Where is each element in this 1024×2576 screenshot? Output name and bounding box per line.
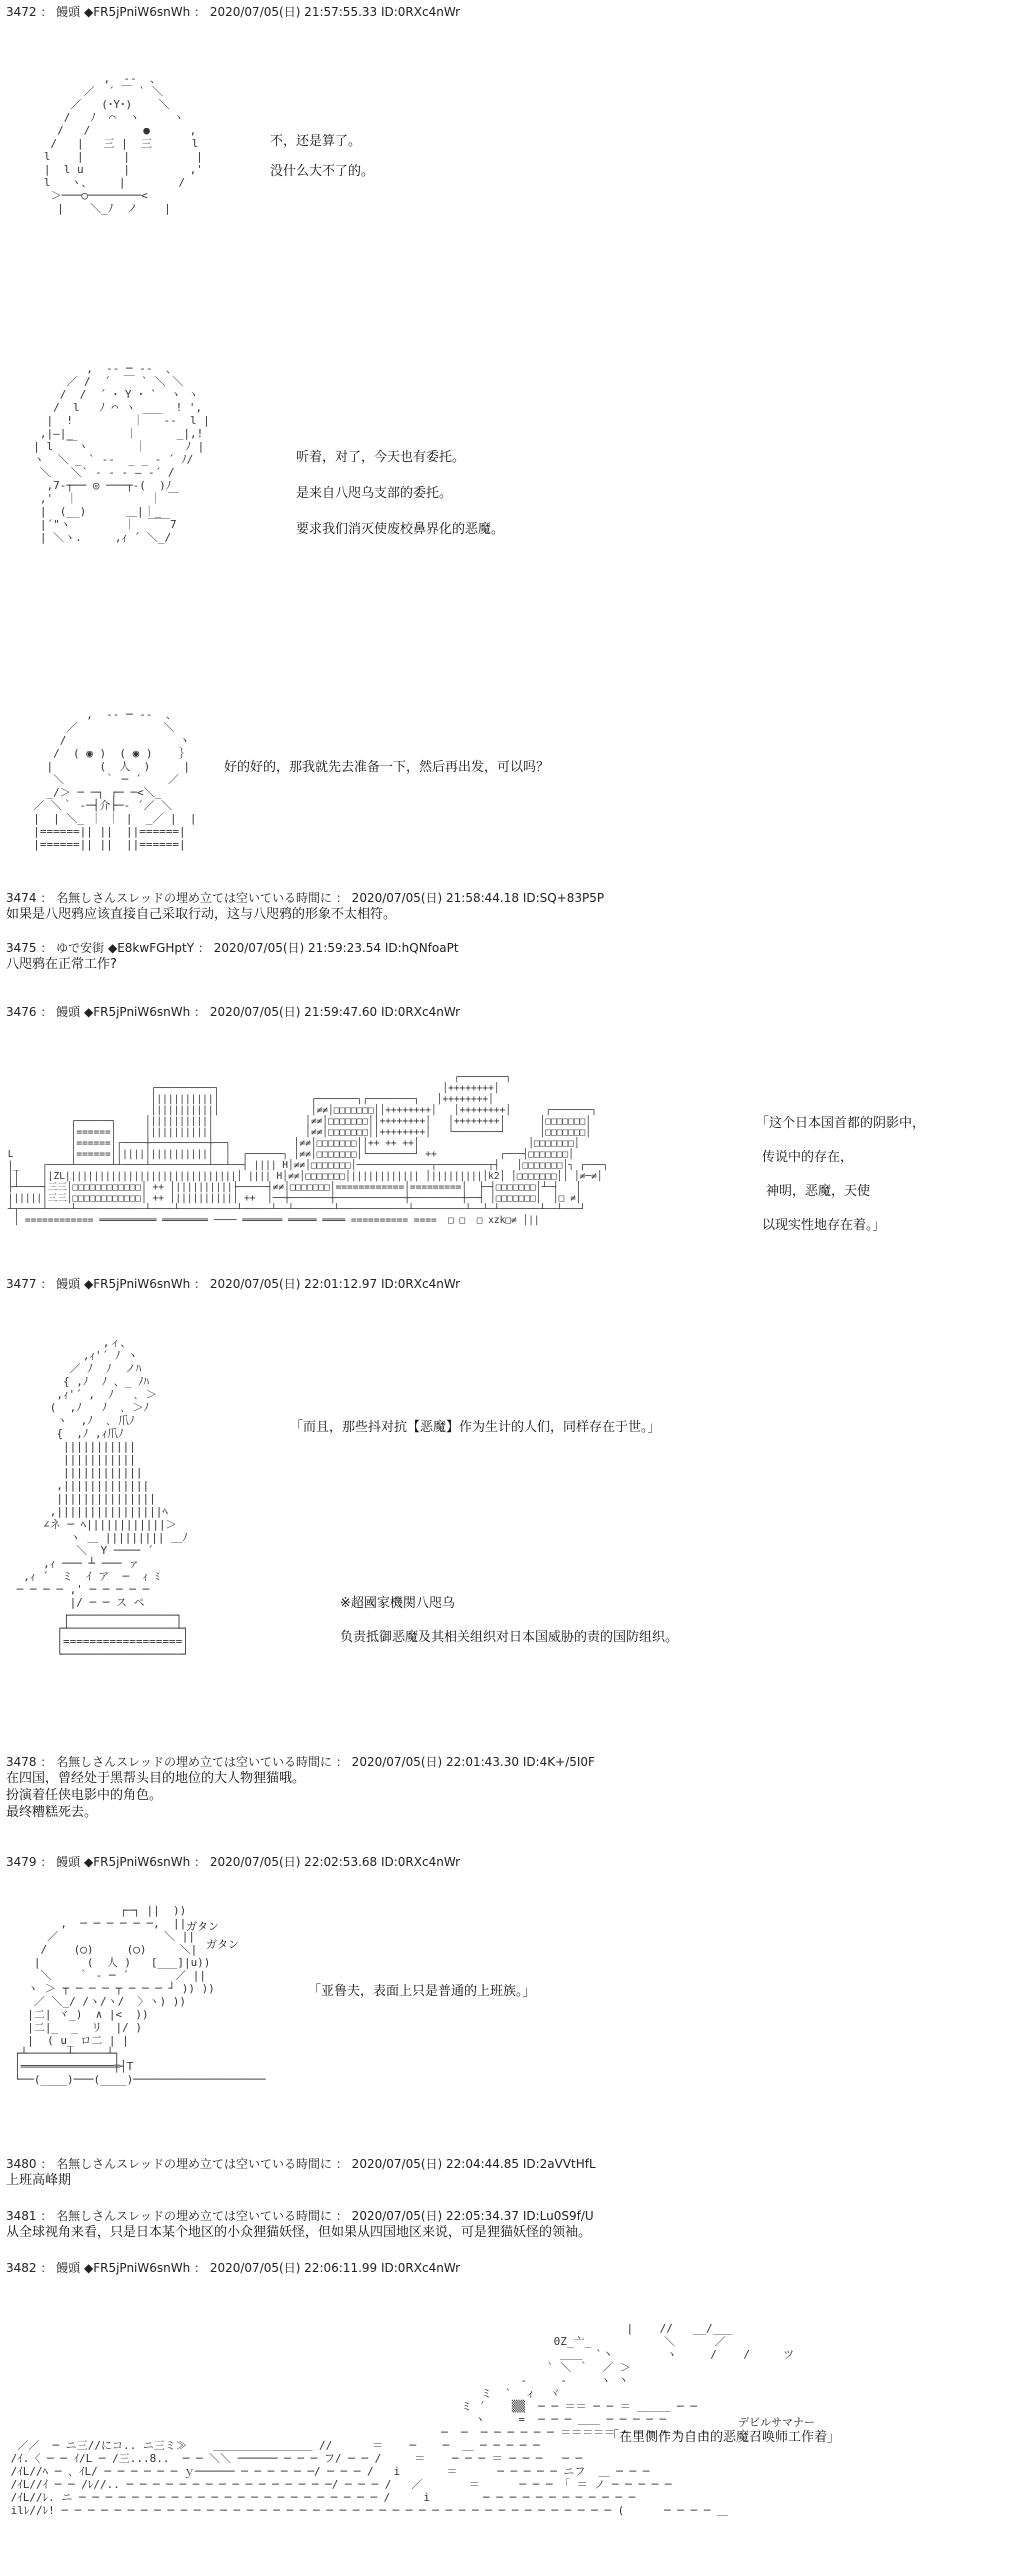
post-header-3477: 3477 ： 饅頭 ◆FR5jPniW6snWh ： 2020/07/05(日) 22:01:12.97 ID:0RXc4nWr [6, 1277, 461, 1291]
speech-line: 神明，恶魔，天使 [766, 1184, 871, 1199]
sound-effect: ガタン [206, 1938, 239, 1951]
sound-effect: ガタン [186, 1920, 219, 1933]
speech-line: 好的好的，那我就先去准备一下，然后再出发，可以吗？ [224, 760, 550, 775]
ascii-art-character-2: , -‐ ─ ‐- 、 ／ / ´ ￣ ` ＼ ＼ / / ´ ･ Y ･ ` ヽ ヽ / l ﾉ ⌒ ヽ ___ ! ', | ! ｜ ‐- l | ,|―|_ ｜ _|,! | l ￣ヽ ｜ ﾉ | ヽ ＼ _ ` ‐- _ _ ‐ ´ ﾉ/ ＼ ＼` ‐ - - ― ‐´ / ,7‐┬── ◎ ───┬-( )ﾉ ,' ｜ ｜ ￣ | (__) ＿|｜_ |´"ヽ ｜ ￣￣7 | ＼ヽ. ,ｨ ´ ＼_/ [33, 362, 210, 544]
speech-line: 是来自八咫乌支部的委托。 [296, 486, 453, 501]
ascii-art-demon-summoning-scene: | // __/___ 0Z_亠_ ＼ ／ ＿＿ `丶 ヽ / / ツ ` ＼ ｀ ／ ＞ ‐ ‐ ヽ 丶 ミ ` ィ ヾ ミ ´ ▒▒ ─ ─ ＝＝ ─ ─ ＝ ＿＿＿ ─ ─ ヽ = ─ ─ ─ ＿＿ ─ ─ ─ ─ ─ ─ ─ ─ ─ ─ ─ ─ ─ ＝＝＝＝＝ ─ ─ ─ ─ ─ ─ ─ ／／ ─ ニ三//にコ.. ニ三ミ≫ ＿＿＿＿＿＿＿＿＿ // ＝ ─ ─ ＿ ─ ─ ─ ─ ─ /ｲ.〈 ─ ─ ｲ/L ─ /三...8.. ─ ─ ＼＼ ────── ─ ─ ─ フ/ ─ ─ / ＝ ─ ─ ─ ＝ ─ ─ ─ ─ ─ /ｲL//ﾍ ─ 、ｲL/ ─ ─ ─ ─ ─ ─ ｙ────── ─ ─ ─ ─ ─ ─/ ─ ─ ─ / i ＝ ─ ─ ─ ─ ─ ニフ ＿ ─ ─ ─ /ｲL//ｲ ─ ─ /ﾚ//.. ─ ─ ─ ─ ─ ─ ─ ─ ─ ─ ─ ─ ─ ─ ─ ─/ ─ ─ ─ / ／ ＝ ─ ─ ─ 「 ＝ ノ ─ ─ ─ ─ ─ /ｲL//ﾚ. ニ ─ ─ ─ ─ ─ ─ ─ ─ ─ ─ ─ ─ ─ ─ ─ ─ ─ ─ ─ ─ ─ ─ ─ / i ─ ─ ─ ─ ─ ─ ─ ─ ─ ─ ─ ─ ilﾚ//ﾚ! ─ ─ ─ ─ ─ ─ ─ ─ ─ ─ ─ ─ ─ ─ ─ ─ ─ ─ ─ ─ ─ ─ ─ ─ ─ ─ ─ ─ ─ ─ ─ ─ ─ ─ ─ ─ ─ ─ ─ ─ ─ ─ ( ─ ─ ─ ─ ＿ [10, 2322, 795, 2517]
ascii-art-character-3: , -‐ ─ ‐- 、 ／ ＼ / ヽ / ( ◉ ) ( ◉ ) ｝ | ( 人 ) | ＼ ｀ ─ ´ ／ _/＞ ─ ─┐ ┌─ ─<＼_ ／ ＼｀ ‐─┤介├─‐ ´／ ＼ | | ＼_ ｜ ｜ | _／ | | |======|| || ||======| |======|| || ||======| [33, 708, 197, 851]
post-body-3474: 如果是八咫鸦应该直接自己采取行动，这与八咫鸦的形象不太相符。 [6, 907, 397, 922]
post-body-3475: 八咫鸦在正常工作? [6, 957, 117, 972]
speech-line: 「这个日本国首都的阴影中， [756, 1116, 926, 1131]
post-header-3475: 3475 ： ゆで安街 ◆E8kwFGHptY ： 2020/07/05(日) 21:59:23.54 ID:hQNfoaPt [6, 941, 459, 955]
speech-line: 「亚鲁夫，表面上只是普通的上班族。」 [308, 1984, 536, 1999]
ascii-art-crow-emblem: ,ィ、 ,ｨ'´ ﾉ ヽ ／ ﾉ ﾉ ノﾊ { ,ﾉ ﾉ 、_ ﾉﾊ ,ｨ'´ , ﾉ ､ ＞ ( ,ﾉ ﾉ ､ ＞ﾉ ヽ ,ﾉ ､ 爪ﾉ { ,ﾉ ,ｨ爪ﾉ ||||||||||| ||||||||||| |||||||||||| ,||||||||||||| ||||||||||||||| ,||||||||||||||||ﾍ ∠ネ ─ ﾍ||||||||||||＞ ヽ ＿ ||||||||| ＿ﾉ ＼ Y ──── ´ ,ｨ ─── ┴ ─── ァ ,ｨ ´ ミ ｲ ア ─ ｨ ﾐ ─ ─ ─ ─ ,' ─ ─ ─ ─ ─ |/ ─ ─ ス ペ ┌────────────────┐ ┌┴────────────────┴┐ │==================│ └──────────────────┘ [16, 1336, 189, 1661]
ascii-art-office-worker: ┌─┐ || )) , ─ ─ ─ ─ ─ ─, || ／ ＼ || / (◯) (◯) ＼| | ( 人 ) [___]|u)) ＼ ｀ ‐ ─ ´ ／ || ヽ ＞ ┬ ─ ─ ─ ┬ ─ ─ ─ ┘ )) )) ／ ＼_/ /ヽ/ヽ/ 〉ヽ) )) |二| ヾ_) ∧ |< )) |二|_ _ リ |/ ) | ( u_ ロ二 | | ┌┴──────┴─────┴┐ │══════════════╪┤T └──(____)───(____)──────────────────── [14, 1904, 266, 2086]
note-line: 负责抵御恶魔及其相关组织对日本国威胁的责的国防组织。 [340, 1630, 679, 1645]
post-header-3481: 3481 ： 名無しさんスレッドの埋め立ては空いている時間に ： 2020/07/05(日) 22:05:34.37 ID:Lu0S9f/U [6, 2209, 594, 2223]
ascii-art-round-character: , -‐ 、 ／ ´ ￣ ` ＼ ／ (･Y･) ＼ / ﾉ ⌒ ヽ ヽ / / ● , / | 三 | 三 l l | | | | l u | ,' l ヽ、 | / ＞───○────────< | ＼_ﾉ ノ | [43, 72, 203, 215]
speech-line: 不，还是算了。 [270, 134, 362, 149]
note-line: ※超國家機関八咫乌 [340, 1596, 455, 1611]
speech-line: 没什么大不了的。 [270, 164, 375, 179]
post-header-3482: 3482 ： 饅頭 ◆FR5jPniW6snWh ： 2020/07/05(日) 22:06:11.99 ID:0RXc4nWr [6, 2261, 461, 2275]
post-header-3476: 3476 ： 饅頭 ◆FR5jPniW6snWh ： 2020/07/05(日) 21:59:47.60 ID:0RXc4nWr [6, 1005, 461, 1019]
speech-line: 「而且，那些抖对抗【恶魔】作为生计的人们，同样存在于世。」 [290, 1420, 661, 1435]
post-header-3478: 3478 ： 名無しさんスレッドの埋め立ては空いている時間に ： 2020/07/05(日) 22:01:43.30 ID:4K+/5I0F [6, 1755, 595, 1769]
speech-line: 要求我们消灭使废校鼻界化的恶魔。 [296, 522, 505, 537]
post-header-3472: 3472 ： 饅頭 ◆FR5jPniW6snWh ： 2020/07/05(日) 21:57:55.33 ID:0RXc4nWr [6, 5, 461, 19]
post-body-3480: 上班高峰期 [6, 2173, 72, 2188]
post-header-3479: 3479 ： 饅頭 ◆FR5jPniW6snWh ： 2020/07/05(日) 22:02:53.68 ID:0RXc4nWr [6, 1855, 461, 1869]
speech-line: 以现实性地存在着。」 [762, 1218, 886, 1233]
ascii-art-tokyo-cityscape: ┌────────┐ ┌──────────┐ │++++++++│ │||||||||||│ ┌───────┐┌────────┐ │++++++++│ │||||||||||│ │≠≠│□□□□□□□││++++++++│ │++++++++│ ┌───────┐ ┌──────┐ │||||||||||│ │≠≠│□□□□□□□││++++++++│ │++++++++│ │□□□□□□□│ │======│ │||||||||||│ │≠≠│□□□□□□□││++++++++│ └────────┘ │□□□□□□□│ │======│┌────┼──────────┼──┐ │≠≠│□□□□□□□││++ ++ ++│ │□□□□□□□│ L │======││||||│||||||||||│ │ ┌──────┐ │≠≠│□□□□□□□│└────────┘ ++ ┌───┤□□□□□□□│ |_ ┌────┴──────┴┴────┴──────────┴──┴──┤ |||| H│≠≠│□□□□□□□│─────────────┬─────────┬┤ │□□□□□□□│┐ ┌───┐ ││ │|ZL||||||||||||||||||||||||||||||│ |||| H│≠≠│□□□□□□□│|||||||||||| │|||||||||│k2│ │□□□□□□□││ │≠─≠│ ├┴────┤三三│□□□□□□□□□□□□│ ++ │||||||||||├─────┤≠≠│□□□□□□□│============│=========│ ├─┤□□□□□□□│┴─┤ │ ||||||│三三│□□□□□□□□□□□□│ ++ │||||||||||│ ++ │──┼───────┼────────────┼─────────┼──┤ │□□□□□□□│ │□ ≠│ ┴┬────┴────┴────────────┴────┴──────────┴─────┴──┴───────┴────────────┴─────────┴──┴─┴───────┴──┴───┘ │ ============ ══════════ ════════ ──── ═══════ ═════ ════ ========== ==== □ □ □ xzk□≠ │|| [7, 1072, 609, 1226]
speech-line: 听着，对了，今天也有委托。 [296, 450, 466, 465]
ruby-annotation: デビルサマナー [738, 2416, 815, 2429]
post-header-3480: 3480 ： 名無しさんスレッドの埋め立ては空いている時間に ： 2020/07/05(日) 22:04:44.85 ID:2aVVtHfL [6, 2157, 596, 2171]
speech-line: 「在里侧作为自由的恶魔召唤师工作着」 [606, 2430, 841, 2445]
post-header-3474: 3474 ： 名無しさんスレッドの埋め立ては空いている時間に ： 2020/07/05(日) 21:58:44.18 ID:SQ+83P5P [6, 891, 605, 905]
speech-line: 传说中的存在， [762, 1150, 854, 1165]
post-body-3481: 从全球视角来看，只是日本某个地区的小众狸猫妖怪，但如果从四国地区来说，可是狸猫妖怪的领袖。 [6, 2225, 592, 2240]
post-body-3478: 在四国，曾经处于黑帮头目的地位的大人物狸猫哦。 扮演着任侠电影中的角色。 最终糟糕死去。 [6, 1771, 306, 1820]
